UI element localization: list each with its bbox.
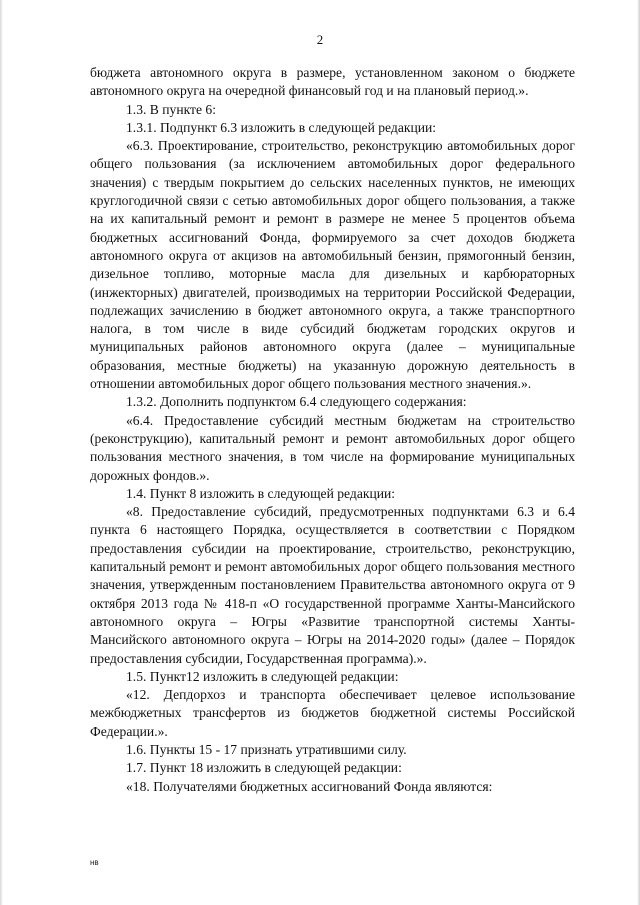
paragraph-item-1-4: 1.4. Пункт 8 изложить в следующей редакции: (126, 485, 396, 501)
paragraph-item-1-3-2: 1.3.2. Дополнить подпунктом 6.4 следующего содержания: (126, 394, 467, 410)
paragraph-quote-6-4: «6.4. Предоставление субсидий местным бюджетам на строительство (реконструкцию), капитальный ремонт и ремонт автомобильных дорог общего пользования местного значения, в том числе на формирование муниципальных дорожных фондов.». (90, 412, 575, 483)
document-body (90, 64, 575, 796)
paragraph-quote-8: «8. Предоставление субсидий, предусмотренных подпунктами 6.3 и 6.4 пункта 6 настоящего Порядка, осуществляется в соответствии с Порядком предоставления субсидии на проектирование, строительство, реконструкцию, капитальный ремонт и ремонт автомобильных дорог общего пользования местного значения, утвержденным постановлением Правительства автономного округа от 9 октября 2013 года № 418-п «О государственной программе Ханты-Мансийского автономного округа – Югры «Развитие транспортной системы Ханты-Мансийского автономного округа – Югры на 2014-2020 годы» (далее – Порядок предоставления субсидии, Государственная программа).». (90, 504, 575, 666)
paragraph-quote-18: «18. Получателями бюджетных ассигнований Фонда являются: (126, 778, 493, 794)
paragraph-continuation: бюджета автономного округа в размере, установленном законом о бюджете автономного округа на очередной финансовый год и на плановый период.». (90, 65, 575, 99)
paragraph-item-1-7: 1.7. Пункт 18 изложить в следующей редакции: (126, 760, 402, 776)
paragraph-item-1-3-1: 1.3.1. Подпункт 6.3 изложить в следующей редакции: (126, 119, 437, 135)
paragraph-item-1-5: 1.5. Пункт12 изложить в следующей редакции: (126, 668, 399, 684)
paragraph-item-1-6: 1.6. Пункты 15 - 17 признать утратившими силу. (126, 741, 407, 757)
paragraph-item-1-3: 1.3. В пункте 6: (126, 101, 216, 117)
scan-left-edge (0, 0, 3, 905)
footer-initials: нв (90, 858, 99, 867)
paragraph-quote-6-3: «6.3. Проектирование, строительство, реконструкцию автомобильных дорог общего пользования (за исключением автомобильных дорог федерального значения) с твердым покрытием до сельских населенных пунктов, не имеющих круглогодичной связи с сетью автомобильных дорог общего пользования, а также на их капитальный ремонт и ремонт в размере не менее 5 процентов объема бюджетных ассигнований Фонда, формируемого за счет доходов бюджета автономного округа от акцизов на автомобильный бензин, прямогонный бензин, дизельное топливо, моторные масла для дизельных и карбюраторных (инжекторных) двигателей, производимых на территории Российской Федерации, подлежащих зачислению в бюджет автономного округа, а также транспортного налога, в том числе в виде субсидий бюджетам городских округов и муниципальных районов автономного округа (далее – муниципальные образования, местные бюджеты) на указанную дорожную деятельность в отношении автомобильных дорог общего пользования местного значения.». (90, 138, 575, 392)
page-number: 2 (316, 32, 324, 47)
paragraph-quote-12: «12. Депдорхоз и транспорта обеспечивает целевое использование межбюджетных трансфертов из бюджетов бюджетной системы Российской Федерации.». (90, 687, 575, 739)
